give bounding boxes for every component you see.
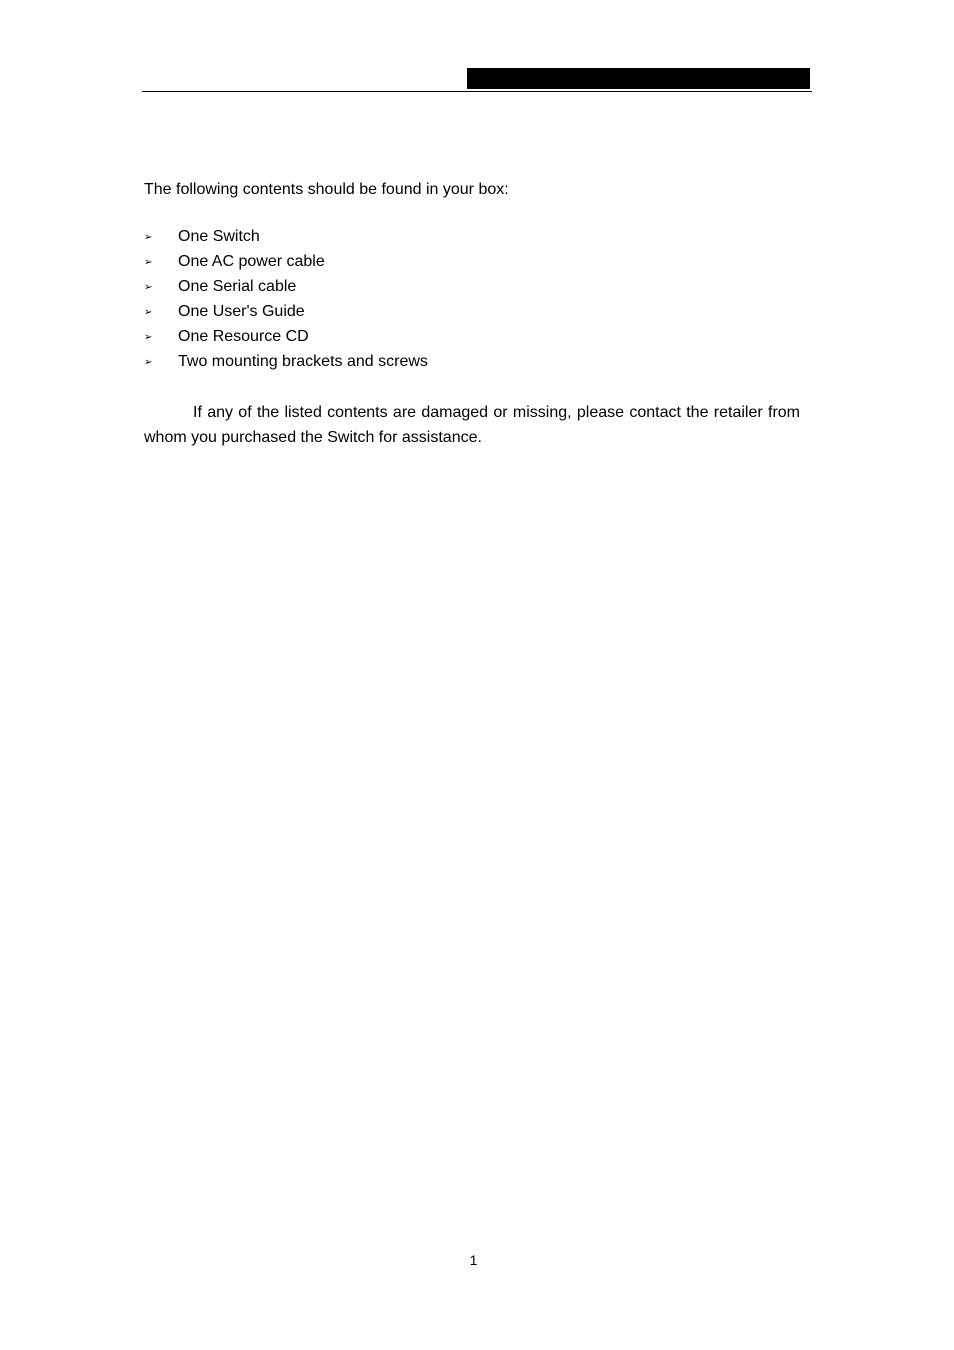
- list-item-label: Two mounting brackets and screws: [178, 353, 428, 370]
- list-item-label: One Switch: [178, 228, 260, 245]
- list-item-label: One Resource CD: [178, 328, 309, 345]
- arrow-bullet-icon: ➢: [144, 282, 153, 293]
- page-number: 1: [469, 1252, 478, 1268]
- list-item-label: One User's Guide: [178, 303, 305, 320]
- arrow-bullet-icon: ➢: [144, 332, 153, 343]
- arrow-bullet-icon: ➢: [144, 257, 153, 268]
- list-item-label: One Serial cable: [178, 278, 297, 295]
- arrow-bullet-icon: ➢: [144, 357, 153, 368]
- header-bar: [467, 68, 810, 89]
- arrow-bullet-icon: ➢: [144, 232, 153, 243]
- intro-text: The following contents should be found in your box:: [144, 181, 509, 198]
- arrow-bullet-icon: ➢: [144, 307, 153, 318]
- assistance-note: If any of the listed contents are damaged or missing, please contact the retailer from whom you purchased the Switch for assistance.: [144, 404, 800, 446]
- header-rule: [142, 91, 812, 92]
- list-item-label: One AC power cable: [178, 253, 325, 270]
